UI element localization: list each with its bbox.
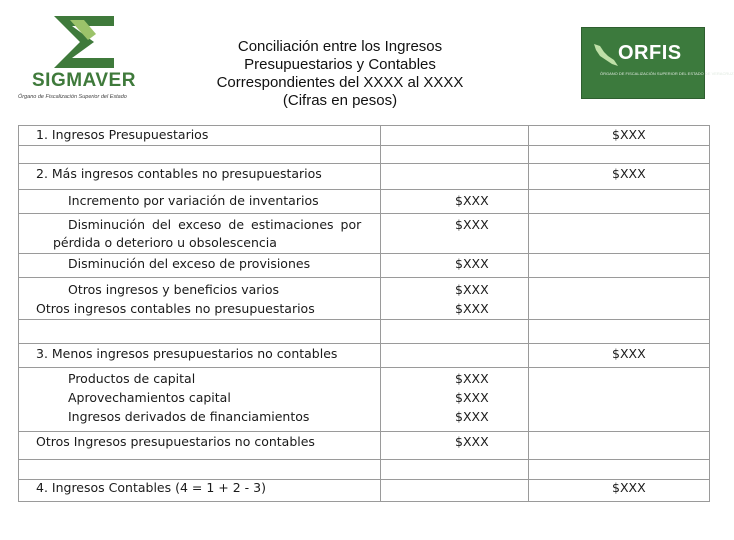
- row-label: 3. Menos ingresos presupuestarios no contables: [36, 346, 338, 361]
- row-total: $XXX: [612, 480, 646, 495]
- reconciliation-table: [18, 125, 710, 502]
- title-line-1: Conciliación entre los Ingresos: [237, 38, 443, 55]
- row-amount: $XXX: [455, 301, 489, 316]
- page-title: [190, 38, 490, 110]
- grid-line: [18, 319, 710, 320]
- sigmaver-logo: [18, 10, 158, 100]
- row-amount: $XXX: [455, 282, 489, 297]
- row-label: 4. Ingresos Contables (4 = 1 + 2 - 3): [36, 480, 266, 495]
- row-total: $XXX: [612, 166, 646, 181]
- row-amount: $XXX: [455, 371, 489, 386]
- title-line-3: Correspondientes del XXXX al XXXX: [216, 74, 464, 91]
- row-amount: $XXX: [455, 390, 489, 405]
- grid-line: [18, 253, 710, 254]
- grid-line: [380, 125, 381, 502]
- grid-line: [18, 343, 710, 344]
- row-label: Disminución del exceso de estimaciones por: [68, 217, 362, 232]
- sigmaver-subtitle: Órgano de Fiscalización Superior del Estado: [18, 94, 127, 100]
- orfis-subtitle: ÓRGANO DE FISCALIZACIÓN SUPERIOR DEL ESTADO DE VERACRUZ: [600, 71, 734, 76]
- title-line-2: Presupuestarios y Contables: [244, 56, 436, 73]
- grid-line: [18, 163, 710, 164]
- row-label: Otros ingresos y beneficios varios: [68, 282, 280, 297]
- grid-line: [18, 431, 710, 432]
- grid-line: [709, 125, 710, 502]
- row-label: Aprovechamientos capital: [68, 390, 231, 405]
- row-amount: $XXX: [455, 409, 489, 424]
- row-total: $XXX: [612, 346, 646, 361]
- veracruz-map-icon: [590, 42, 620, 68]
- row-label: Disminución del exceso de provisiones: [68, 256, 311, 271]
- grid-line: [18, 367, 710, 368]
- grid-line: [528, 125, 529, 502]
- grid-line: [18, 145, 710, 146]
- row-label-continued: pérdida o deterioro u obsolescencia: [53, 235, 277, 250]
- sigmaver-name: SIGMAVER: [32, 70, 136, 91]
- grid-line: [18, 125, 19, 502]
- sigma-icon: [44, 14, 124, 72]
- row-total: $XXX: [612, 127, 646, 142]
- row-amount: $XXX: [455, 217, 489, 232]
- title-line-4: (Cifras en pesos): [282, 92, 398, 109]
- grid-line: [18, 501, 710, 502]
- grid-line: [18, 189, 710, 190]
- row-amount: $XXX: [455, 256, 489, 271]
- orfis-logo: [581, 27, 734, 99]
- grid-line: [18, 277, 710, 278]
- row-label: Otros ingresos contables no presupuestarios: [36, 301, 315, 316]
- grid-line: [18, 459, 710, 460]
- row-label: 1. Ingresos Presupuestarios: [36, 127, 209, 142]
- row-amount: $XXX: [455, 434, 489, 449]
- row-label: Incremento por variación de inventarios: [68, 193, 319, 208]
- orfis-name: ORFIS: [618, 42, 682, 64]
- row-label: Otros Ingresos presupuestarios no contables: [36, 434, 315, 449]
- row-label: Ingresos derivados de financiamientos: [68, 409, 310, 424]
- grid-line: [18, 213, 710, 214]
- row-label: Productos de capital: [68, 371, 196, 386]
- row-label: 2. Más ingresos contables no presupuestarios: [36, 166, 322, 181]
- row-amount: $XXX: [455, 193, 489, 208]
